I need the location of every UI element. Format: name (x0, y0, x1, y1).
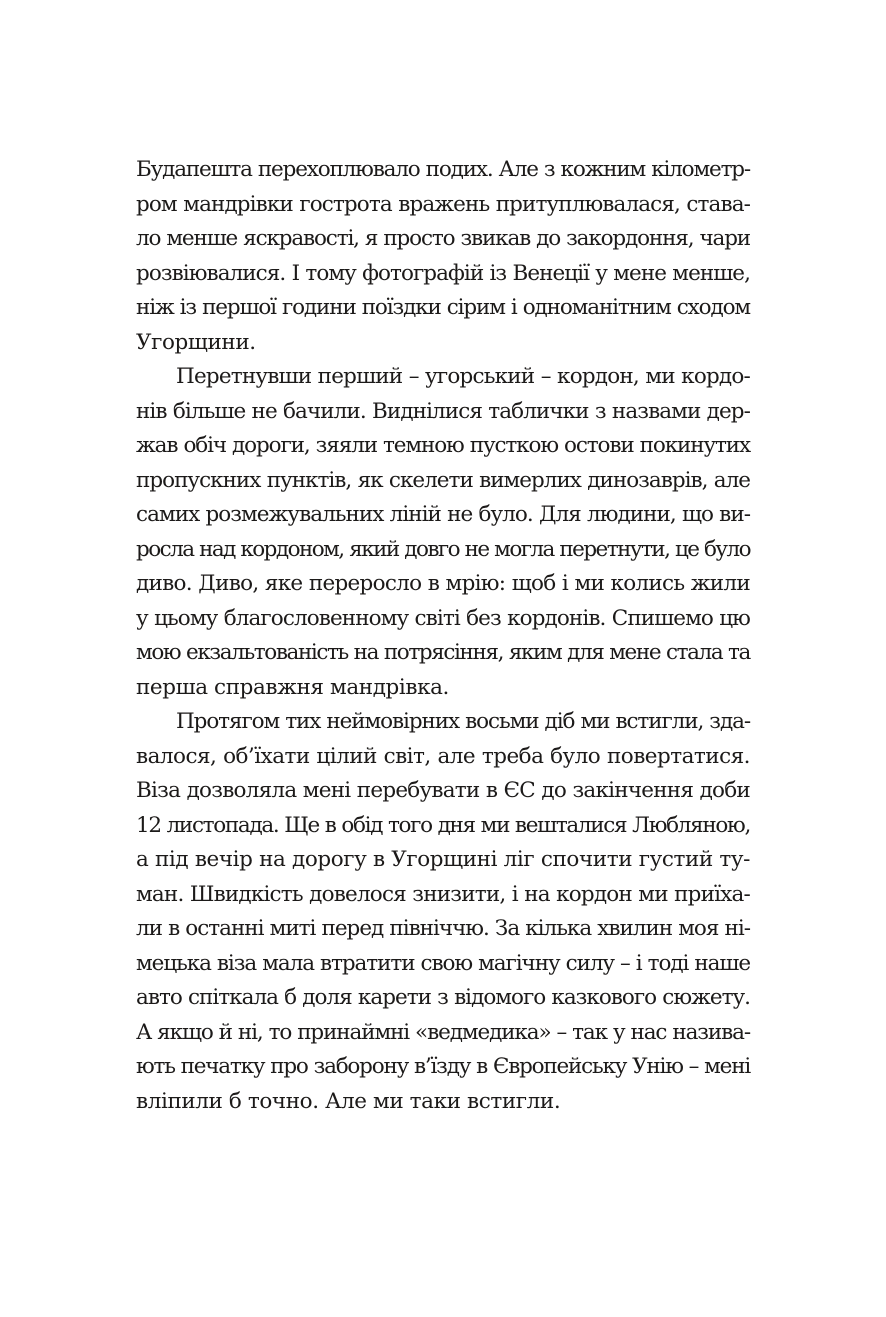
paragraph-1 (136, 153, 750, 360)
text-line: 12 листопада. Ще в обід того дня ми вешталися Любляною, (136, 812, 750, 838)
text-line: А якщо й ні, то принаймні «ведмедика» – так у нас назива- (136, 1019, 750, 1045)
text-line: Будапешта перехоплювало подих. Але з кожним кілометр- (136, 157, 750, 182)
text-line: самих розмежувальних ліній не було. Для людини, що ви- (136, 502, 750, 527)
text-line: жав обіч дороги, зяяли темною пусткою остови покинутих (136, 433, 750, 458)
text-line: розвіювалися. І тому фотографій із Венеції у мене менше, (136, 260, 750, 286)
text-line: авто спіткала б доля карети з відомого казкового сюжету. (136, 985, 750, 1010)
text-line: у цьому благословенному світі без кордонів. Спишемо цю (136, 605, 750, 631)
paragraph-3 (136, 705, 750, 1119)
text-line: ніж із першої години поїздки сірим і одноманітним сходом (136, 295, 750, 320)
text-line: перша справжня мандрівка. (136, 674, 449, 700)
text-line: пропускних пунктів, як скелети вимерлих динозаврів, але (136, 467, 750, 493)
text-line: мою екзальтованість на потрясіння, яким для мене стала та (136, 640, 750, 665)
text-line: ють печатку про заборону в’їзду в Європейську Унію – мені (136, 1054, 750, 1079)
text-line: а під вечір на дорогу в Угорщині ліг спочити густий ту- (136, 847, 750, 872)
text-line: Віза дозволяла мені перебувати в ЄС до закінчення доби (136, 778, 750, 803)
text-line: вліпили б точно. Але ми таки встигли. (136, 1088, 561, 1114)
text-line: Угорщини. (136, 329, 256, 355)
text-line: росла над кордоном, який довго не могла перетнути, це було (136, 536, 750, 562)
text-line: мецька віза мала втратити свою магічну силу – і тоді наше (136, 950, 750, 976)
paragraph-2 (136, 360, 750, 705)
text-line: ман. Швидкість довелося знизити, і на кордон ми приїха- (136, 881, 750, 907)
text-line: Протягом тих неймовірних восьми діб ми встигли, зда- (176, 709, 750, 734)
text-line: ло менше яскравості, я просто звикав до закордоння, чари (136, 226, 750, 251)
text-line: Перетнувши перший – угорський – кордон, ми кордо- (176, 364, 750, 389)
text-line: нів більше не бачили. Виднілися таблички з назвами дер- (136, 398, 750, 424)
text-line: валося, об’їхати цілий світ, але треба було повертатися. (136, 743, 750, 769)
book-page-text (136, 153, 750, 1119)
text-line: ром мандрівки гострота вражень притуплювалася, ставa- (136, 191, 750, 217)
text-line: диво. Диво, яке переросло в мрію: щоб і ми колись жили (136, 571, 750, 596)
text-line: ли в останні миті перед північчю. За кілька хвилин моя ні- (136, 916, 750, 941)
